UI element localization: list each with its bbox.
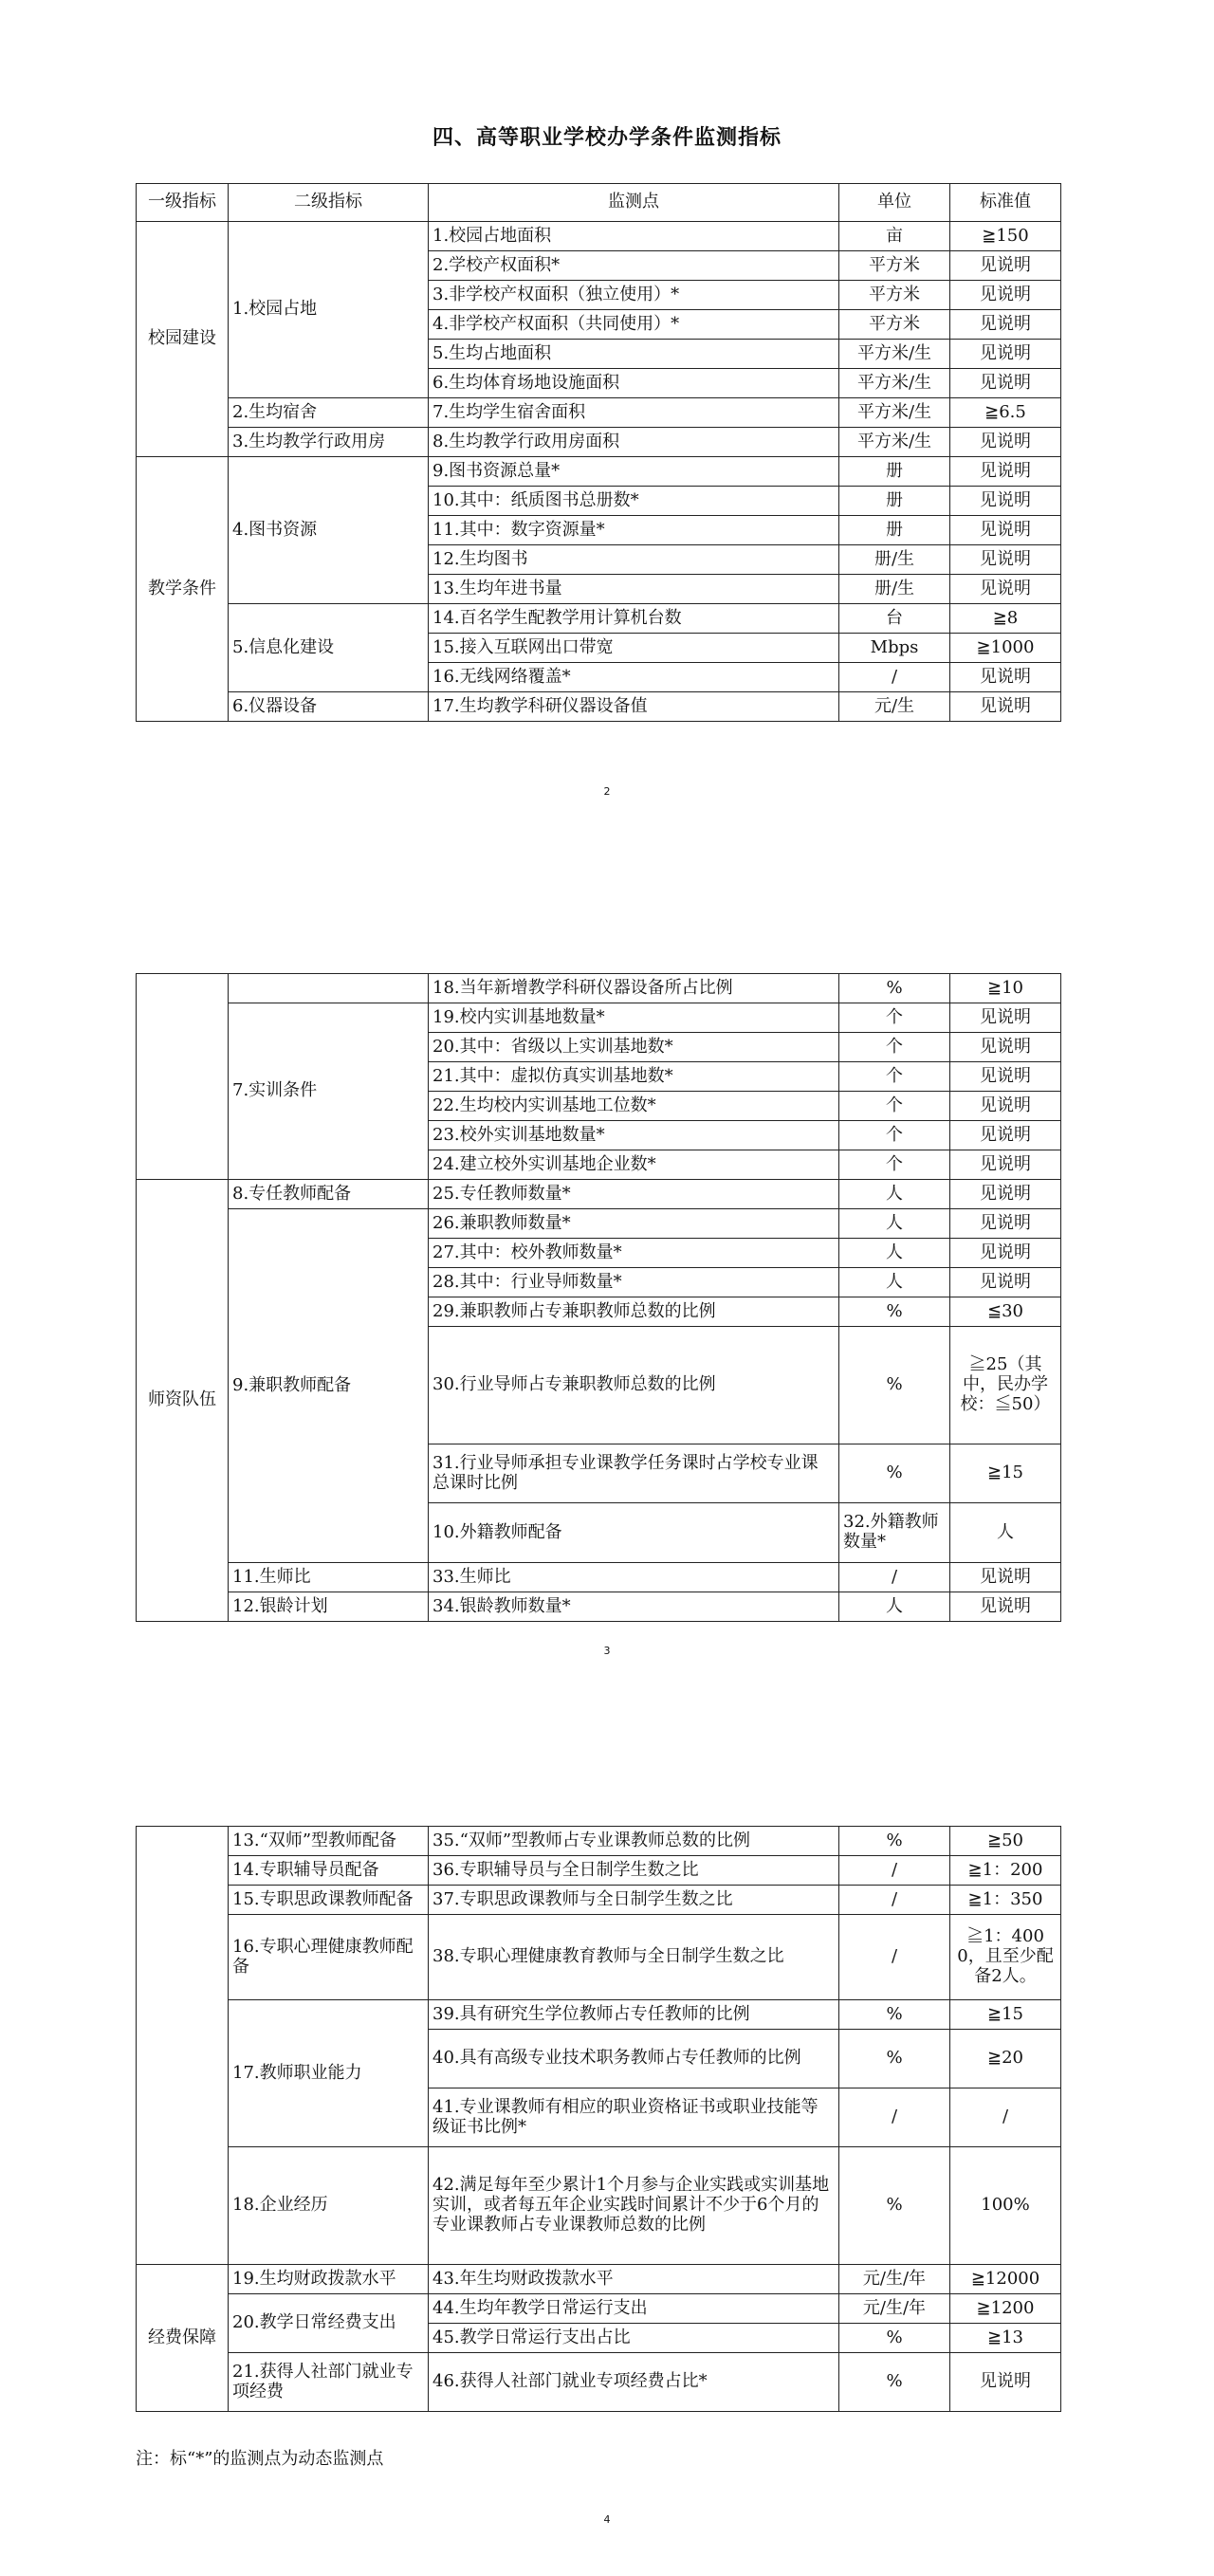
unit: 个 <box>839 1150 950 1180</box>
unit: % <box>839 1444 950 1503</box>
level2-cell: 10.外籍教师配备 <box>429 1503 839 1563</box>
monitor-point: 36.专职辅导员与全日制学生数之比 <box>429 1856 839 1886</box>
unit: / <box>839 1915 950 2000</box>
footnote: 注：标“*”的监测点为动态监测点 <box>136 2449 384 2469</box>
monitor-point: 4.非学校产权面积（共同使用）* <box>429 310 839 340</box>
standard: 见说明 <box>950 428 1061 457</box>
monitor-point: 1.校园占地面积 <box>429 222 839 251</box>
monitor-point: 44.生均年教学日常运行支出 <box>429 2294 839 2324</box>
monitor-point: 14.百名学生配教学用计算机台数 <box>429 604 839 634</box>
unit: 册 <box>839 487 950 516</box>
level2-cell: 15.专职思政课教师配备 <box>229 1886 429 1915</box>
table-row <box>137 1003 1061 1033</box>
level2-cell: 18.企业经历 <box>229 2147 429 2265</box>
unit: 元/生/年 <box>839 2294 950 2324</box>
unit: 人 <box>839 1592 950 1622</box>
header-standard: 标准值 <box>950 184 1061 222</box>
standard: 见说明 <box>950 1003 1061 1033</box>
standard: 见说明 <box>950 1268 1061 1297</box>
unit: % <box>839 1297 950 1327</box>
standard: ≧50 <box>950 1827 1061 1856</box>
monitor-point: 19.校内实训基地数量* <box>429 1003 839 1033</box>
monitor-point: 27.其中：校外教师数量* <box>429 1239 839 1268</box>
header-level1: 一级指标 <box>137 184 229 222</box>
standard: ≧1000 <box>950 634 1061 663</box>
standard: ≧15 <box>950 1444 1061 1503</box>
table-row <box>137 1827 1061 1856</box>
monitor-point: 21.其中：虚拟仿真实训基地数* <box>429 1062 839 1092</box>
level2-cell: 12.银龄计划 <box>229 1592 429 1622</box>
unit: 个 <box>839 1062 950 1092</box>
level1-campus: 校园建设 <box>137 222 229 457</box>
unit: 平方米/生 <box>839 369 950 398</box>
unit: 人 <box>839 1239 950 1268</box>
table-row <box>137 1209 1061 1239</box>
standard: 见说明 <box>950 487 1061 516</box>
page-number: 3 <box>603 1645 611 1657</box>
level2-cell: 1.校园占地 <box>229 222 429 398</box>
level2-blank <box>229 974 429 1003</box>
level1-blank <box>137 1827 229 2265</box>
table-row <box>137 604 1061 634</box>
standard: 见说明 <box>950 1150 1061 1180</box>
standard: 见说明 <box>950 663 1061 692</box>
monitor-point: 30.行业导师占专兼职教师总数的比例 <box>429 1327 839 1444</box>
level1-funding: 经费保障 <box>137 2265 229 2412</box>
unit: / <box>839 1856 950 1886</box>
monitor-point: 15.接入互联网出口带宽 <box>429 634 839 663</box>
unit: 个 <box>839 1033 950 1062</box>
level2-cell: 20.教学日常经费支出 <box>229 2294 429 2353</box>
level2-cell: 14.专职辅导员配备 <box>229 1856 429 1886</box>
unit: 平方米 <box>839 310 950 340</box>
indicator-table-2 <box>136 973 1061 1622</box>
unit: % <box>839 1827 950 1856</box>
level2-cell: 7.实训条件 <box>229 1003 429 1180</box>
level1-faculty: 师资队伍 <box>137 1180 229 1622</box>
table-row <box>137 1856 1061 1886</box>
level2-cell: 13.“双师”型教师配备 <box>229 1827 429 1856</box>
standard: 见说明 <box>950 692 1061 722</box>
level2-cell: 19.生均财政拨款水平 <box>229 2265 429 2294</box>
table-row <box>137 2294 1061 2324</box>
monitor-point: 39.具有研究生学位教师占专任教师的比例 <box>429 2000 839 2030</box>
unit: 册/生 <box>839 545 950 575</box>
monitor-point: 9.图书资源总量* <box>429 457 839 487</box>
level2-cell: 21.获得人社部门就业专项经费 <box>229 2353 429 2412</box>
monitor-point: 2.学校产权面积* <box>429 251 839 281</box>
unit: / <box>839 1563 950 1592</box>
unit: 人 <box>950 1503 1061 1563</box>
unit: % <box>839 2353 950 2412</box>
unit: 个 <box>839 1092 950 1121</box>
standard: ≧15 <box>950 2000 1061 2030</box>
standard: 见说明 <box>950 1563 1061 1592</box>
standard: ≧6.5 <box>950 398 1061 428</box>
monitor-point: 12.生均图书 <box>429 545 839 575</box>
standard: / <box>950 2088 1061 2147</box>
table-row <box>137 2353 1061 2412</box>
monitor-point: 24.建立校外实训基地企业数* <box>429 1150 839 1180</box>
page-number: 2 <box>603 785 611 798</box>
monitor-point: 26.兼职教师数量* <box>429 1209 839 1239</box>
table-row <box>137 222 1061 251</box>
table-row <box>137 457 1061 487</box>
table-row <box>137 2265 1061 2294</box>
table-row <box>137 1180 1061 1209</box>
monitor-point: 5.生均占地面积 <box>429 340 839 369</box>
unit: 平方米/生 <box>839 428 950 457</box>
standard: 见说明 <box>950 281 1061 310</box>
monitor-point: 8.生均教学行政用房面积 <box>429 428 839 457</box>
standard: ≦30 <box>950 1297 1061 1327</box>
page-title: 四、高等职业学校办学条件监测指标 <box>432 126 782 150</box>
header-monitor-point: 监测点 <box>429 184 839 222</box>
unit: 个 <box>839 1121 950 1150</box>
monitor-point: 37.专职思政课教师与全日制学生数之比 <box>429 1886 839 1915</box>
table-header-row <box>137 184 1061 222</box>
table-row <box>137 692 1061 722</box>
unit: 元/生/年 <box>839 2265 950 2294</box>
level2-cell: 17.教师职业能力 <box>229 2000 429 2147</box>
unit: 人 <box>839 1209 950 1239</box>
monitor-point: 28.其中：行业导师数量* <box>429 1268 839 1297</box>
monitor-point: 17.生均教学科研仪器设备值 <box>429 692 839 722</box>
standard: 见说明 <box>950 1180 1061 1209</box>
unit: 平方米/生 <box>839 340 950 369</box>
standard: ≧13 <box>950 2324 1061 2353</box>
standard: 见说明 <box>950 1033 1061 1062</box>
unit: % <box>839 2324 950 2353</box>
standard: 见说明 <box>950 1062 1061 1092</box>
monitor-point: 22.生均校内实训基地工位数* <box>429 1092 839 1121</box>
level2-cell: 9.兼职教师配备 <box>229 1209 429 1563</box>
indicator-table-1 <box>136 183 1061 722</box>
unit: 个 <box>839 1003 950 1033</box>
table-row <box>137 398 1061 428</box>
unit: 册 <box>839 516 950 545</box>
page-number: 4 <box>603 2513 611 2526</box>
standard: 见说明 <box>950 310 1061 340</box>
standard: ≧1：350 <box>950 1886 1061 1915</box>
monitor-point: 31.行业导师承担专业课教学任务课时占学校专业课总课时比例 <box>429 1444 839 1503</box>
unit: 人 <box>839 1268 950 1297</box>
level2-cell: 6.仪器设备 <box>229 692 429 722</box>
monitor-point: 34.银龄教师数量* <box>429 1592 839 1622</box>
standard: 见说明 <box>950 1239 1061 1268</box>
monitor-point: 7.生均学生宿舍面积 <box>429 398 839 428</box>
table-row <box>137 2147 1061 2265</box>
standard: 见说明 <box>950 545 1061 575</box>
header-level2: 二级指标 <box>229 184 429 222</box>
unit: 册/生 <box>839 575 950 604</box>
monitor-point: 45.教学日常运行支出占比 <box>429 2324 839 2353</box>
unit: % <box>839 2030 950 2088</box>
standard: ≧1：200 <box>950 1856 1061 1886</box>
monitor-point: 33.生师比 <box>429 1563 839 1592</box>
standard: ≧8 <box>950 604 1061 634</box>
standard: 见说明 <box>950 516 1061 545</box>
unit: / <box>839 2088 950 2147</box>
unit: 亩 <box>839 222 950 251</box>
standard: 100% <box>950 2147 1061 2265</box>
monitor-point: 41.专业课教师有相应的职业资格证书或职业技能等级证书比例* <box>429 2088 839 2147</box>
unit: / <box>839 1886 950 1915</box>
table-row <box>137 1915 1061 2000</box>
unit: Mbps <box>839 634 950 663</box>
level2-cell: 8.专任教师配备 <box>229 1180 429 1209</box>
standard: 见说明 <box>950 369 1061 398</box>
standard: 见说明 <box>950 1592 1061 1622</box>
standard: ≧10 <box>950 974 1061 1003</box>
monitor-point: 6.生均体育场地设施面积 <box>429 369 839 398</box>
table-row <box>137 2000 1061 2030</box>
standard: 见说明 <box>950 251 1061 281</box>
unit: 平方米/生 <box>839 398 950 428</box>
standard: ≧12000 <box>950 2265 1061 2294</box>
monitor-point: 42.满足每年至少累计1个月参与企业实践或实训基地实训，或者每五年企业实践时间累计不少于6个月的专业课教师占专业课教师总数的比例 <box>429 2147 839 2265</box>
table-row <box>137 1886 1061 1915</box>
unit: 平方米 <box>839 281 950 310</box>
monitor-point: 29.兼职教师占专兼职教师总数的比例 <box>429 1297 839 1327</box>
monitor-point: 16.无线网络覆盖* <box>429 663 839 692</box>
standard: ≧20 <box>950 2030 1061 2088</box>
unit: 册 <box>839 457 950 487</box>
standard: ≧1：4000，且至少配备2人。 <box>950 1915 1061 2000</box>
monitor-point: 13.生均年进书量 <box>429 575 839 604</box>
level2-cell: 11.生师比 <box>229 1563 429 1592</box>
level2-cell: 3.生均教学行政用房 <box>229 428 429 457</box>
standard: ≧150 <box>950 222 1061 251</box>
standard: 见说明 <box>950 1121 1061 1150</box>
level1-teaching: 教学条件 <box>137 457 229 722</box>
monitor-point: 35.“双师”型教师占专业课教师总数的比例 <box>429 1827 839 1856</box>
table-row <box>137 1563 1061 1592</box>
unit: % <box>839 2000 950 2030</box>
standard: 见说明 <box>950 457 1061 487</box>
unit: / <box>839 663 950 692</box>
header-unit: 单位 <box>839 184 950 222</box>
table-row <box>137 974 1061 1003</box>
monitor-point: 32.外籍教师数量* <box>839 1503 950 1563</box>
unit: % <box>839 2147 950 2265</box>
monitor-point: 3.非学校产权面积（独立使用）* <box>429 281 839 310</box>
standard: ≧25（其中，民办学校：≦50） <box>950 1327 1061 1444</box>
level1-blank <box>137 974 229 1180</box>
monitor-point: 43.年生均财政拨款水平 <box>429 2265 839 2294</box>
monitor-point: 38.专职心理健康教育教师与全日制学生数之比 <box>429 1915 839 2000</box>
level2-cell: 4.图书资源 <box>229 457 429 604</box>
unit: 平方米 <box>839 251 950 281</box>
standard: 见说明 <box>950 2353 1061 2412</box>
standard: 见说明 <box>950 1209 1061 1239</box>
monitor-point: 46.获得人社部门就业专项经费占比* <box>429 2353 839 2412</box>
indicator-table-3 <box>136 1826 1061 2412</box>
standard: ≧1200 <box>950 2294 1061 2324</box>
level2-cell: 2.生均宿舍 <box>229 398 429 428</box>
monitor-point: 10.其中：纸质图书总册数* <box>429 487 839 516</box>
unit: 人 <box>839 1180 950 1209</box>
standard: 见说明 <box>950 1092 1061 1121</box>
standard: 见说明 <box>950 575 1061 604</box>
standard: 见说明 <box>950 340 1061 369</box>
monitor-point: 23.校外实训基地数量* <box>429 1121 839 1150</box>
table-row <box>137 1592 1061 1622</box>
unit: % <box>839 1327 950 1444</box>
unit: % <box>839 974 950 1003</box>
monitor-point: 18.当年新增教学科研仪器设备所占比例 <box>429 974 839 1003</box>
monitor-point: 40.具有高级专业技术职务教师占专任教师的比例 <box>429 2030 839 2088</box>
unit: 元/生 <box>839 692 950 722</box>
unit: 台 <box>839 604 950 634</box>
monitor-point: 11.其中：数字资源量* <box>429 516 839 545</box>
level2-cell: 16.专职心理健康教师配备 <box>229 1915 429 2000</box>
monitor-point: 20.其中：省级以上实训基地数* <box>429 1033 839 1062</box>
level2-cell: 5.信息化建设 <box>229 604 429 692</box>
monitor-point: 25.专任教师数量* <box>429 1180 839 1209</box>
table-row <box>137 428 1061 457</box>
